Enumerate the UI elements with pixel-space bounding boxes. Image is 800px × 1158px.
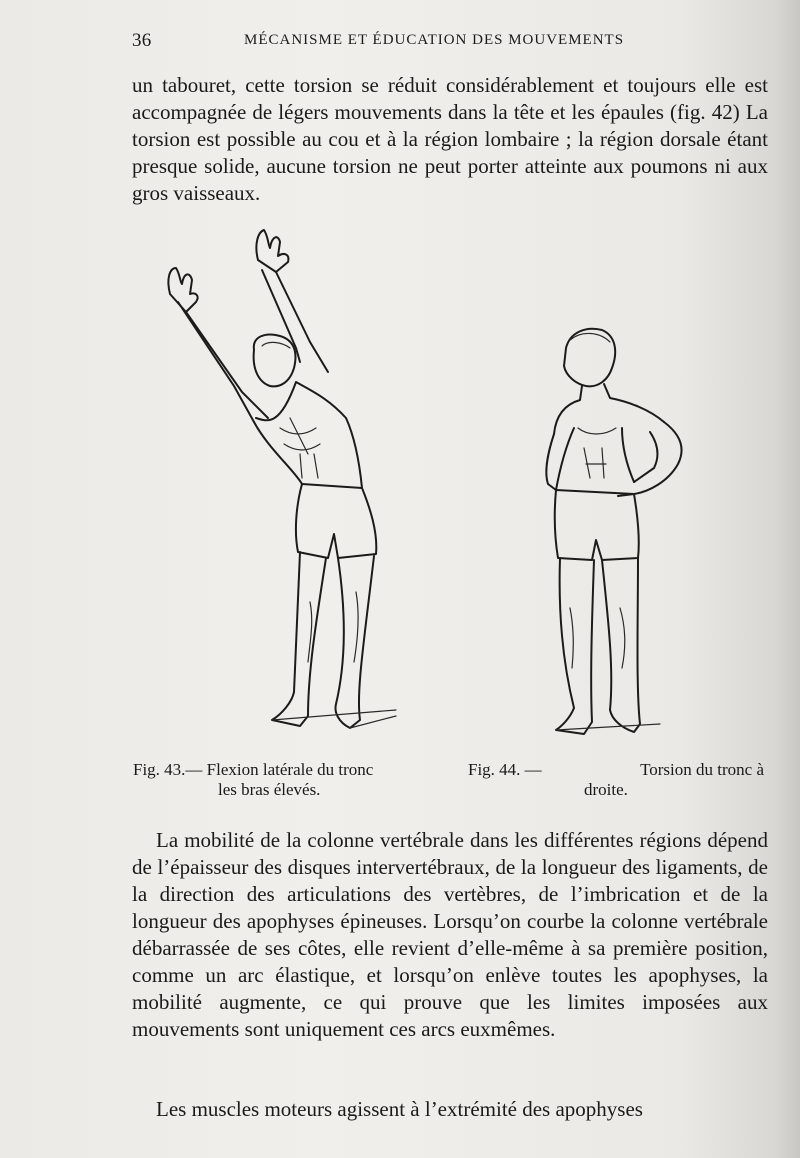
figure-44-caption-line1-row bbox=[468, 760, 764, 780]
figure-43-caption-line1: Fig. 43.— Flexion latérale du tronc bbox=[133, 760, 374, 779]
figure-44-caption-prefix: Fig. 44. — bbox=[468, 760, 542, 779]
paragraph-muscles: Les muscles moteurs agissent à l’extrémité des apophyses bbox=[156, 1097, 643, 1121]
figure-44-illustration bbox=[530, 318, 700, 748]
figure-44-caption bbox=[468, 760, 764, 800]
page-number: 36 bbox=[132, 30, 152, 51]
paragraph-torsion: un tabouret, cette torsion se réduit considérablement et toujours elle est accompagnée de légers mouvements dans la tête et les épaules (fig. 42) La torsion est possible au cou et à la région lombaire ; la région dorsale étant presque solide, aucune torsion ne peut porter atteinte aux poumons ni aux gros vaisseaux. bbox=[132, 73, 768, 205]
running-title: MÉCANISME ET ÉDUCATION DES MOUVEMENTS bbox=[244, 32, 625, 48]
paragraph-mobility: La mobilité de la colonne vertébrale dans les différentes régions dépend de l’épaisseur des disques intervertébraux, de la longueur des ligaments, de la direction des articulations des vertèbres, de l’imbrication et de la longueur des apophyses épineuses. Lorsqu’on courbe la colonne vertébrale débarrassée de ses côtes, elle revient d’elle-même à sa première position, comme un arc élastique, et lorsqu’on enlève toutes les apophyses, la mobilité augmente, ce qui prouve que les limites imposées aux mouvements sont uniquement ces arcs euxmêmes. bbox=[132, 828, 768, 1041]
figure-43-caption-line2: les bras élevés. bbox=[218, 780, 321, 799]
figure-43-illustration bbox=[150, 222, 410, 752]
figure-44-caption-line1: Torsion du tronc à bbox=[640, 760, 764, 779]
figure-44-caption-line2: droite. bbox=[584, 780, 628, 799]
figure-43-caption bbox=[133, 760, 453, 800]
